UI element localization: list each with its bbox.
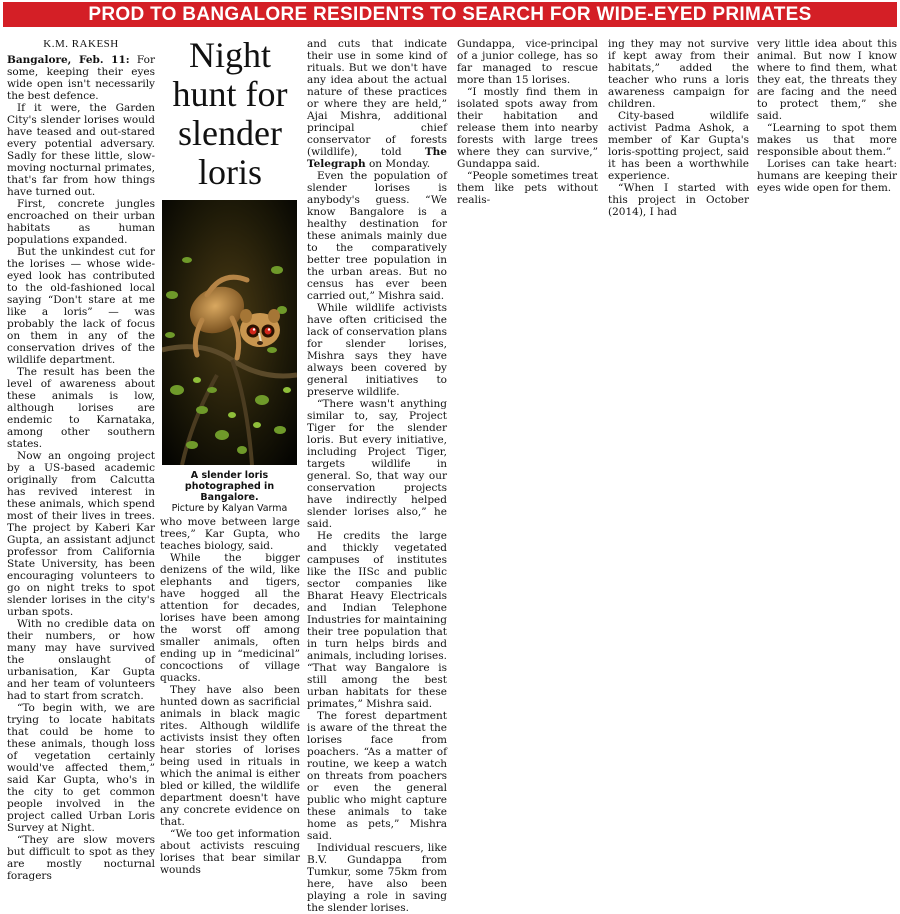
paragraph: ing they may not survive if kept away from their habitats,” added the teacher who runs a loris awareness campaign for children. [608, 38, 749, 110]
paragraph: The forest department is aware of the threat the lorises face from poachers. “As a matter of routine, we keep a watch on threats from poachers or even the general public who might capture these animals to take home as pets,” Mishra said. [307, 710, 447, 842]
article-column-3 [307, 38, 447, 914]
caption-text: A slender loris photographed in Bangalore. [184, 470, 275, 503]
newspaper-name: The Telegraph [307, 146, 447, 170]
paragraph: He credits the large and thickly vegetated campuses of institutes like the IISc and public sector companies like Bharat Heavy Electricals and Indian Telephone Industries for maintaining their tree population that in turn helps birds and animals, including lorises. “That way Bangalore is still among the best urban habitats for these primates,” Mishra said. [307, 530, 447, 710]
paragraph: who move between large trees,” Kar Gupta, who teaches biology, said. [160, 516, 300, 552]
paragraph: First, concrete jungles encroached on their urban habitats as human populations expanded. [7, 198, 155, 246]
paragraph: “They are slow movers but difficult to spot as they are mostly nocturnal foragers [7, 834, 155, 882]
paragraph: “When I started with this project in October (2014), I had [608, 182, 749, 218]
paragraph: With no credible data on their numbers, or how many may have survived the onslaught of urbanisation, Kar Gupta and her team of volunteers had to start from scratch. [7, 618, 155, 702]
paragraph: While wildlife activists have often criticised the lack of conservation plans for slender lorises, Mishra says they have always been covered by general initiatives to preserve wildlife. [307, 302, 447, 398]
article-column-5 [608, 38, 749, 218]
paragraph: Even the population of slender lorises is anybody's guess. “We know Bangalore is a healthy destination for these animals mainly due to the comparatively better tree population in the urban areas. But no census has ever been carried out,” Mishra said. [307, 170, 447, 302]
paragraph: Individual rescuers, like B.V. Gundappa from Tumkur, some 75km from here, have also been playing a role in saving the slender lorises. [307, 842, 447, 914]
article-column-4 [457, 38, 598, 206]
paragraph: They have also been hunted down as sacrificial animals in black magic rites. Although wildlife activists insist they often hear stories of lorises being used in rituals in which the animal is either bled or killed, the wildlife department doesn't have any concrete evidence on that. [160, 684, 300, 828]
paragraph: City-based wildlife activist Padma Ashok, a member of Kar Gupta's loris-spotting project, said it has been a worthwhile experience. [608, 110, 749, 182]
paragraph: The result has been the level of awareness about these animals is low, although lorises are endemic to Karnataka, among other southern states. [7, 366, 155, 450]
photo-credit: Picture by Kalyan Varma [171, 503, 288, 514]
paragraph: “I mostly find them in isolated spots away from their habitation and release them into nearby forests with large trees where they can survive,” Gundappa said. [457, 86, 598, 170]
paragraph: Now an ongoing project by a US-based academic originally from Calcutta has revived interest in these animals, which spend most of their lives in trees. The project by Kaberi Kar Gupta, an assistant adjunct professor from California State University, has been encouraging volunteers to go on night treks to spot slender lorises in the city's urban spots. [7, 450, 155, 618]
dateline: Bangalore, Feb. 11: [7, 54, 130, 66]
banner-headline: PROD TO BANGALORE RESIDENTS TO SEARCH FOR WIDE-EYED PRIMATES [3, 2, 897, 27]
paragraph: “To begin with, we are trying to locate habitats that could be home to these animals, though loss of vegetation certainly would've affected them,” said Kar Gupta, who's in the city to get common people involved in the project called Urban Loris Survey at Night. [7, 702, 155, 834]
paragraph: “People sometimes treat them like pets without realis- [457, 170, 598, 206]
paragraph: “We too get information about activists rescuing lorises that bear similar wounds [160, 828, 300, 876]
article-column-6 [757, 38, 897, 194]
loris-illustration [162, 200, 297, 465]
paragraph: “Learning to spot them makes us that more responsible about them.” [757, 122, 897, 158]
paragraph: But the unkindest cut for the lorises — whose wide-eyed look has contributed to the old-fashioned local saying “Don't stare at me like a loris” — was probably the lack of focus on them in any of the conservation drives of the wildlife department. [7, 246, 155, 366]
article-headline: Night hunt for slender loris [172, 35, 288, 192]
paragraph: While the bigger denizens of the wild, like elephants and tigers, have hogged all the attention for decades, lorises have been among the worst off among smaller animals, often ending up in “medicinal” concoctions of village quacks. [160, 552, 300, 684]
photo-caption [162, 470, 297, 514]
article-column-1 [7, 38, 155, 882]
paragraph: and cuts that indicate their use in some kind of rituals. But we don't have any idea about the actual nature of these practices or where they are held,” Ajai Mishra, additional principal chief conservator of forests (wildlife), told The Telegraph on Monday. [307, 38, 447, 170]
paragraph: Bangalore, Feb. 11: For some, keeping their eyes wide open isn't necessarily the best defence. [7, 54, 155, 102]
paragraph: Gundappa, vice-principal of a junior college, has so far managed to rescue more than 15 lorises. [457, 38, 598, 86]
paragraph: If it were, the Garden City's slender lorises would have teased and out-stared every potential adversary. Sadly for these little, slow-moving nocturnal primates, that's far from how things have turned out. [7, 102, 155, 198]
paragraph: Lorises can take heart: humans are keeping their eyes wide open for them. [757, 158, 897, 194]
article-column-2 [160, 516, 300, 876]
loris-photo [162, 200, 297, 465]
byline: K.M. RAKESH [43, 38, 119, 50]
paragraph: very little idea about this animal. But now I know where to find them, what they eat, the threats they are facing and the need to protect them,” she said. [757, 38, 897, 122]
paragraph: “There wasn't anything similar to, say, Project Tiger for the slender loris. But every initiative, including Project Tiger, targets wildlife in general. So, that way our conservation projects have indirectly helped slender lorises also,” he said. [307, 398, 447, 530]
